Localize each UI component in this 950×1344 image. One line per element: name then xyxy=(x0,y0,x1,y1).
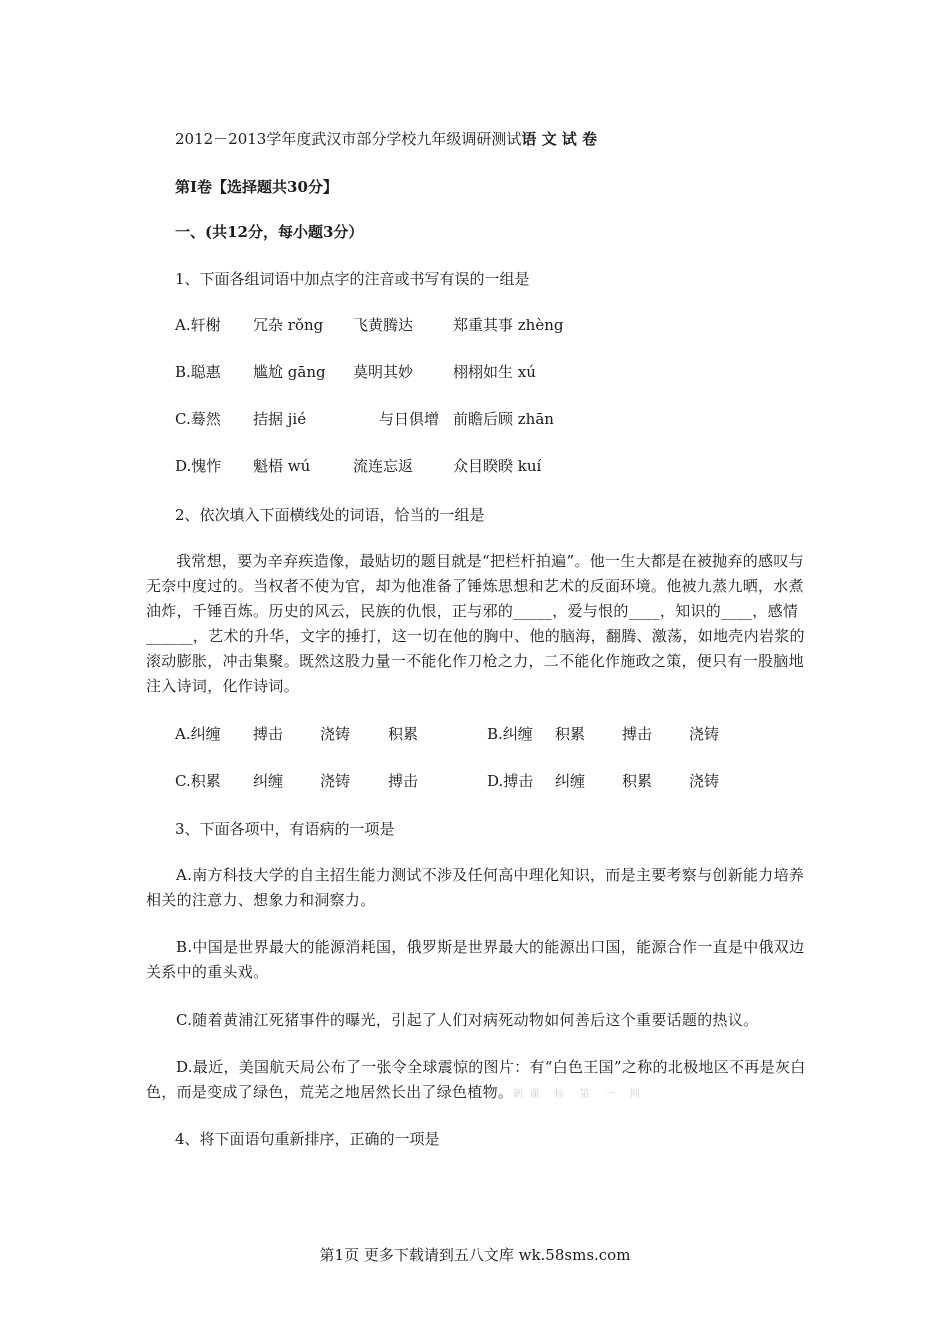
q2-a-4: 积累 xyxy=(388,725,419,743)
q1-d-1: D.愧怍 xyxy=(175,457,222,475)
q1-b-2: 尴尬 gāng xyxy=(253,363,326,381)
q1-a-2: 冗杂 rǒng xyxy=(253,316,324,334)
q1-a-1: A.轩榭 xyxy=(175,316,221,334)
q2-d-3: 积累 xyxy=(622,772,653,790)
question-3-option-d xyxy=(146,1055,806,1107)
exam-title-prefix: 2012－2013学年度武汉市部分学校九年级调研测试 xyxy=(175,130,522,148)
q1-b-1: B.聪惠 xyxy=(175,363,221,381)
question-1-stem: 1、下面各组词语中加点字的注音或书写有误的一组是 xyxy=(175,270,530,288)
question-3-stem: 3、下面各项中，有语病的一项是 xyxy=(175,820,395,838)
question-4-stem: 4、将下面语句重新排序，正确的一项是 xyxy=(175,1130,440,1148)
q2-b-2: 积累 xyxy=(555,725,586,743)
q2-c-2: 纠缠 xyxy=(253,772,284,790)
question-3-option-c: C.随着黄浦江死猪事件的曝光，引起了人们对病死动物如何善后这个重要话题的热议。 xyxy=(176,1011,759,1029)
q1-b-4: 栩栩如生 xú xyxy=(453,363,536,381)
q2-c-3: 浇铸 xyxy=(320,772,351,790)
part-heading: 一、(共12分，每小题3分） xyxy=(175,223,364,241)
q1-c-2: 拮据 jié xyxy=(253,410,307,428)
q1-a-3: 飞黄腾达 xyxy=(353,316,414,334)
q1-b-3: 莫明其妙 xyxy=(353,363,414,381)
exam-title xyxy=(175,128,597,150)
watermark-text: 新课 标 第 一 网 xyxy=(513,1089,646,1100)
q1-c-3: 与日俱增 xyxy=(379,410,440,428)
section-heading: 第Ⅰ卷【选择题共30分】 xyxy=(175,178,338,196)
q2-d-4: 浇铸 xyxy=(689,772,720,790)
question-3-option-b: B.中国是世界最大的能源消耗国，俄罗斯是世界最大的能源出口国，能源合作一直是中俄双边关系中的重头戏。 xyxy=(146,938,805,981)
question-2-stem: 2、依次填入下面横线处的词语，恰当的一组是 xyxy=(175,506,485,524)
q2-d-1: D.搏击 xyxy=(487,772,534,790)
q2-a-1: A.纠缠 xyxy=(175,725,221,743)
question-3-option-d-text: D.最近，美国航天局公布了一张令全球震惊的图片：有“白色王国”之称的北极地区不再是灰白色，而是变成了绿色，荒芜之地居然长出了绿色植物。 xyxy=(146,1058,806,1101)
q1-a-4: 郑重其事 zhèng xyxy=(453,316,564,334)
q1-c-4: 前瞻后顾 zhān xyxy=(453,410,554,428)
q2-b-4: 浇铸 xyxy=(689,725,720,743)
q1-d-2: 魁梧 wú xyxy=(253,457,311,475)
q1-d-4: 众目睽睽 kuí xyxy=(453,457,542,475)
q1-d-3: 流连忘返 xyxy=(353,457,414,475)
q2-c-4: 搏击 xyxy=(388,772,419,790)
question-3-option-a: A.南方科技大学的自主招生能力测试不涉及任何高中理化知识，而是主要考察与创新能力培养相关的注意力、想象力和洞察力。 xyxy=(146,866,805,909)
question-2-passage: 我常想，要为辛弃疾造像，最贴切的题目就是“把栏杆拍遍”。他一生大都是在被抛弃的感叹与无奈中度过的。当权者不使为官，却为他准备了锤炼思想和艺术的反面环境。他被九蒸九晒，水煮油炸，千锤百炼。历史的风云，民族的仇恨，正与邪的_____，爱与恨的____，知识的____，感情______，艺术的升华，文字的捶打，这一切在他的胸中、他的脑海，翻腾、激荡，如地壳内岩浆的滚动膨胀，冲击集聚。既然这股力量一不能化作刀枪之力，二不能化作施政之策，便只有一股脑地注入诗词，化作诗词。 xyxy=(146,552,805,695)
q2-b-1: B.纠缠 xyxy=(487,725,533,743)
q2-c-1: C.积累 xyxy=(175,772,221,790)
q2-d-2: 纠缠 xyxy=(555,772,586,790)
exam-title-subject: 语 文 试 卷 xyxy=(521,130,598,148)
q1-c-1: C.蓦然 xyxy=(175,410,221,428)
q2-a-3: 浇铸 xyxy=(320,725,351,743)
q2-a-2: 搏击 xyxy=(253,725,284,743)
q2-b-3: 搏击 xyxy=(622,725,653,743)
page-footer: 第1页 更多下载请到五八文库 wk.58sms.com xyxy=(319,1246,631,1264)
